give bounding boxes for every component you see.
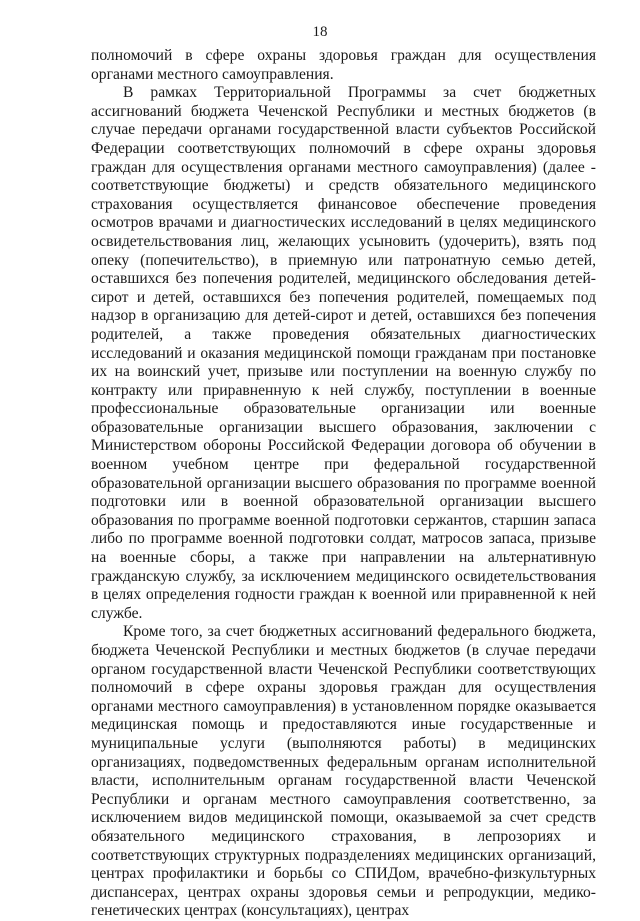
paragraph-territorial-program: В рамках Территориальной Программы за счет бюджетных ассигнований бюджета Чеченской Республики и местных бюджетов (в случае передачи органами государственной власти субъектов Российской Федерации соответствующих полномочий в сфере охраны здоровья граждан для осуществления органами местного самоуправления) (далее - соответствующие бюджеты) и средств обязательного медицинского страхования осуществляется финансовое обеспечение проведения осмотров врачами и диагностических исследований в целях медицинского освидетельствования лиц, желающих усыновить (удочерить), взять под опеку (попечительство), в приемную или патронатную семью детей, оставшихся без попечения родителей, медицинского обследования детей-сирот и детей, оставшихся без попечения родителей, помещаемых под надзор в организацию для детей-сирот и детей, оставшихся без попечения родителей, а также проведения обязательных диагностических исследований и оказания медицинской помощи гражданам при постановке их на воинский учет, призыве или поступлении на военную службу по контракту или приравненную к ней службу, поступлении в военные профессиональные образовательные организации или военные образовательные организации высшего образования, заключении с Министерством обороны Российской Федерации договора об обучении в военном учебном центре при федеральной государственной образовательной организации высшего образования по программе военной подготовки или в военной образовательной организации высшего образования по программе военной подготовки сержантов, старшин запаса либо по программе военной подготовки солдат, матросов запаса, призыве на военные сборы, а также при направлении на альтернативную гражданскую службу, за исключением медицинского освидетельствования в целях определения годности граждан к военной или приравненной к ней службе. bbox=[91, 84, 596, 622]
paragraph-continuation: полномочий в сфере охраны здоровья граждан для осуществления органами местного самоуправления. bbox=[91, 47, 596, 83]
paragraph-additional-funding: Кроме того, за счет бюджетных ассигнований федерального бюджета, бюджета Чеченской Республики и местных бюджетов (в случае передачи органом государственной власти Чеченской Республики соответствующих полномочий в сфере охраны здоровья граждан для осуществления органами местного самоуправления) в установленном порядке оказывается медицинская помощь и предоставляются иные государственные и муниципальные услуги (выполняются работы) в медицинских организациях, подведомственных федеральным органам исполнительной власти, исполнительным органам государственной власти Чеченской Республики и органам местного самоуправления соответственно, за исключением видов медицинской помощи, оказываемой за счет средств обязательного медицинского страхования, в лепрозориях и соответствующих структурных подразделениях медицинских организаций, центрах профилактики и борьбы со СПИДом, врачебно-физкультурных диспансерах, центрах охраны здоровья семьи и репродукции, медико-генетических центрах (консультациях), центрах bbox=[91, 623, 596, 920]
document-body bbox=[91, 47, 596, 921]
page-number: 18 bbox=[312, 24, 328, 40]
